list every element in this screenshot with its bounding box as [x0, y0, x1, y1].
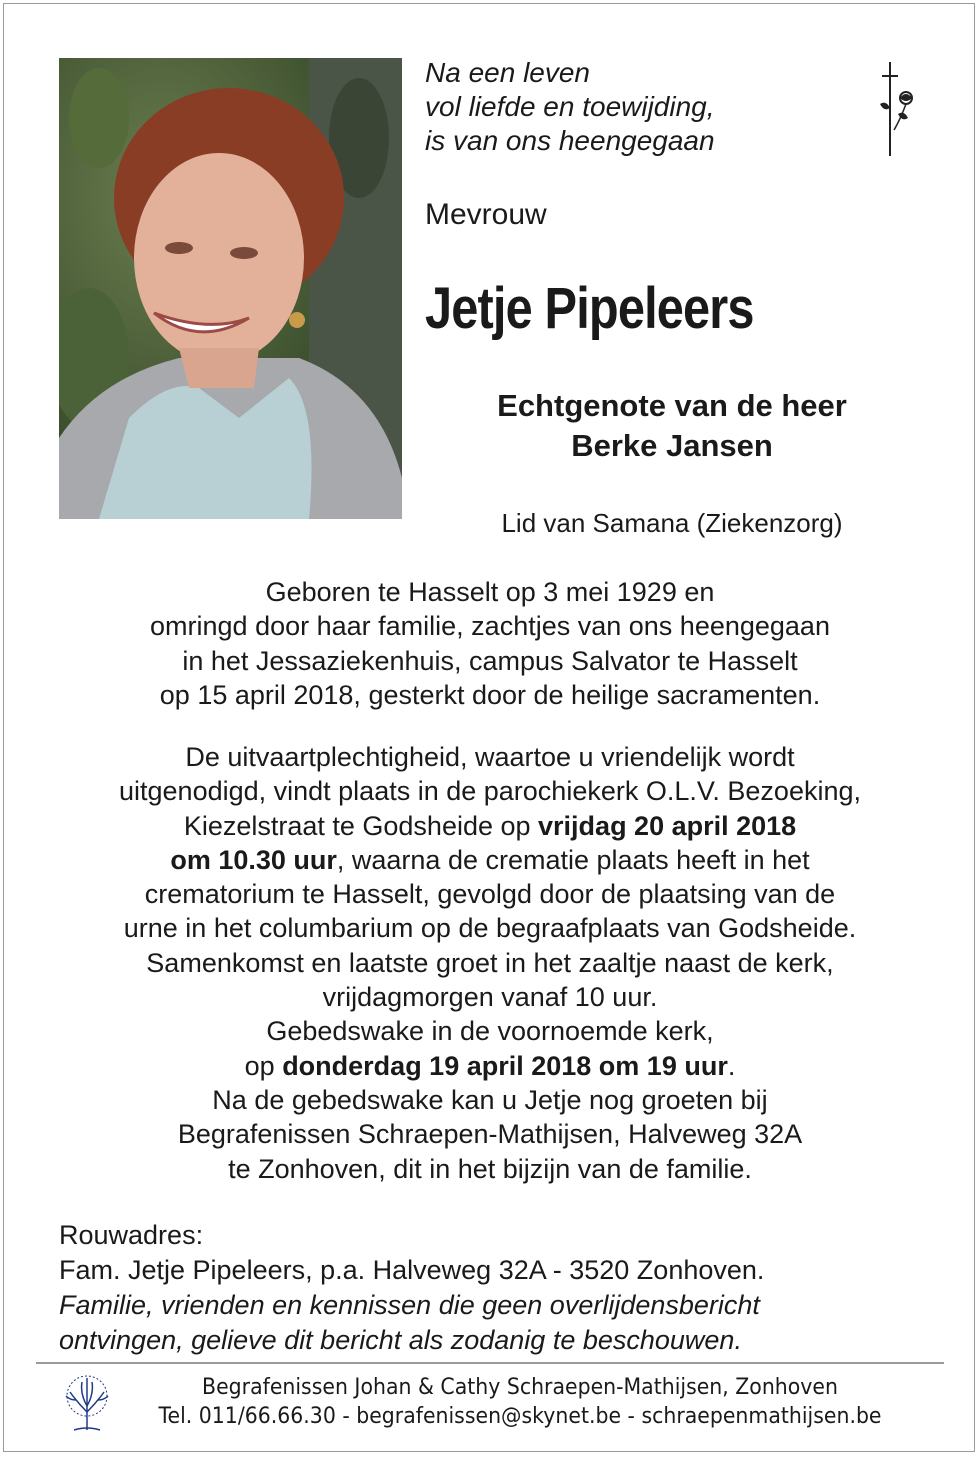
birth-death-paragraph: [20, 575, 960, 712]
address-label: Rouwadres:: [59, 1220, 204, 1250]
funeral-time: om 10.30 uur: [170, 844, 337, 875]
paragraph-line: Gebedswake in de voornoemde kerk,: [266, 1016, 714, 1047]
intro-line: Na een leven: [425, 57, 591, 88]
funeral-paragraph: [20, 740, 960, 1186]
spouse-line: Echtgenote van de heer: [497, 388, 847, 423]
tree-logo-icon: [62, 1372, 112, 1432]
portrait-photo: [59, 58, 402, 519]
paragraph-line: in het Jessaziekenhuis, campus Salvator te Hasselt: [182, 645, 798, 676]
notice-note: Familie, vrienden en kennissen die geen overlijdensbericht: [59, 1290, 760, 1320]
text-span: op: [244, 1050, 283, 1081]
notice-note: ontvingen, gelieve dit bericht als zodanig te beschouwen.: [59, 1325, 742, 1355]
intro-phrase: [425, 56, 715, 158]
spouse-name: Berke Jansen: [571, 428, 773, 463]
deceased-name: Jetje Pipeleers: [425, 276, 754, 341]
paragraph-line: vrijdagmorgen vanaf 10 uur.: [322, 982, 658, 1013]
intro-line: is van ons heengegaan: [425, 125, 715, 156]
address-line: Fam. Jetje Pipeleers, p.a. Halveweg 32A - 3520 Zonhoven.: [59, 1255, 765, 1285]
paragraph-line: De uitvaartplechtigheid, waartoe u vriendelijk wordt: [185, 742, 795, 772]
paragraph-line: te Zonhoven, dit in het bijzijn van de familie.: [228, 1153, 752, 1184]
paragraph-line: [20, 843, 960, 877]
spouse-info: [402, 386, 942, 466]
paragraph-line: urne in het columbarium op de begraafplaats van Godsheide.: [123, 913, 857, 944]
text-span: Kiezelstraat te Godsheide op: [183, 810, 539, 841]
paragraph-line: Geboren te Hasselt op 3 mei 1929 en: [265, 577, 715, 607]
paragraph-line: Samenkomst en laatste groet in het zaaltje naast de kerk,: [146, 947, 834, 978]
funeral-home-name: Begrafenissen Johan & Cathy Schraepen-Mathijsen, Zonhoven: [202, 1375, 838, 1400]
paragraph-line: op 15 april 2018, gesterkt door de heilige sacramenten.: [159, 679, 821, 710]
paragraph-line: Begrafenissen Schraepen-Mathijsen, Halveweg 32A: [177, 1119, 803, 1150]
funeral-date: vrijdag 20 april 2018: [538, 810, 797, 841]
mourning-address: [59, 1218, 764, 1358]
paragraph-line: crematorium te Hasselt, gevolgd door de plaatsing van de: [144, 879, 836, 910]
text-span: .: [727, 1050, 736, 1081]
cross-rose-icon: [870, 60, 920, 160]
honorific: Mevrouw: [425, 198, 547, 231]
footer-divider: [36, 1362, 944, 1364]
paragraph-line: [20, 1049, 960, 1083]
membership: Lid van Samana (Ziekenzorg): [501, 508, 843, 538]
wake-date: donderdag 19 april 2018 om 19 uur: [282, 1050, 728, 1081]
paragraph-line: Na de gebedswake kan u Jetje nog groeten bij: [212, 1084, 768, 1115]
portrait-illustration: [59, 58, 402, 519]
paragraph-line: uitgenodigd, vindt plaats in de parochiekerk O.L.V. Bezoeking,: [119, 776, 861, 807]
intro-line: vol liefde en toewijding,: [425, 91, 715, 122]
paragraph-line: [20, 809, 960, 843]
funeral-home-footer: [120, 1373, 920, 1431]
funeral-home-contact: Tel. 011/66.66.30 - begrafenissen@skynet.be - schraepenmathijsen.be: [158, 1404, 882, 1429]
paragraph-line: omringd door haar familie, zachtjes van ons heengegaan: [150, 611, 830, 642]
text-span: , waarna de crematie plaats heeft in het: [336, 844, 810, 875]
